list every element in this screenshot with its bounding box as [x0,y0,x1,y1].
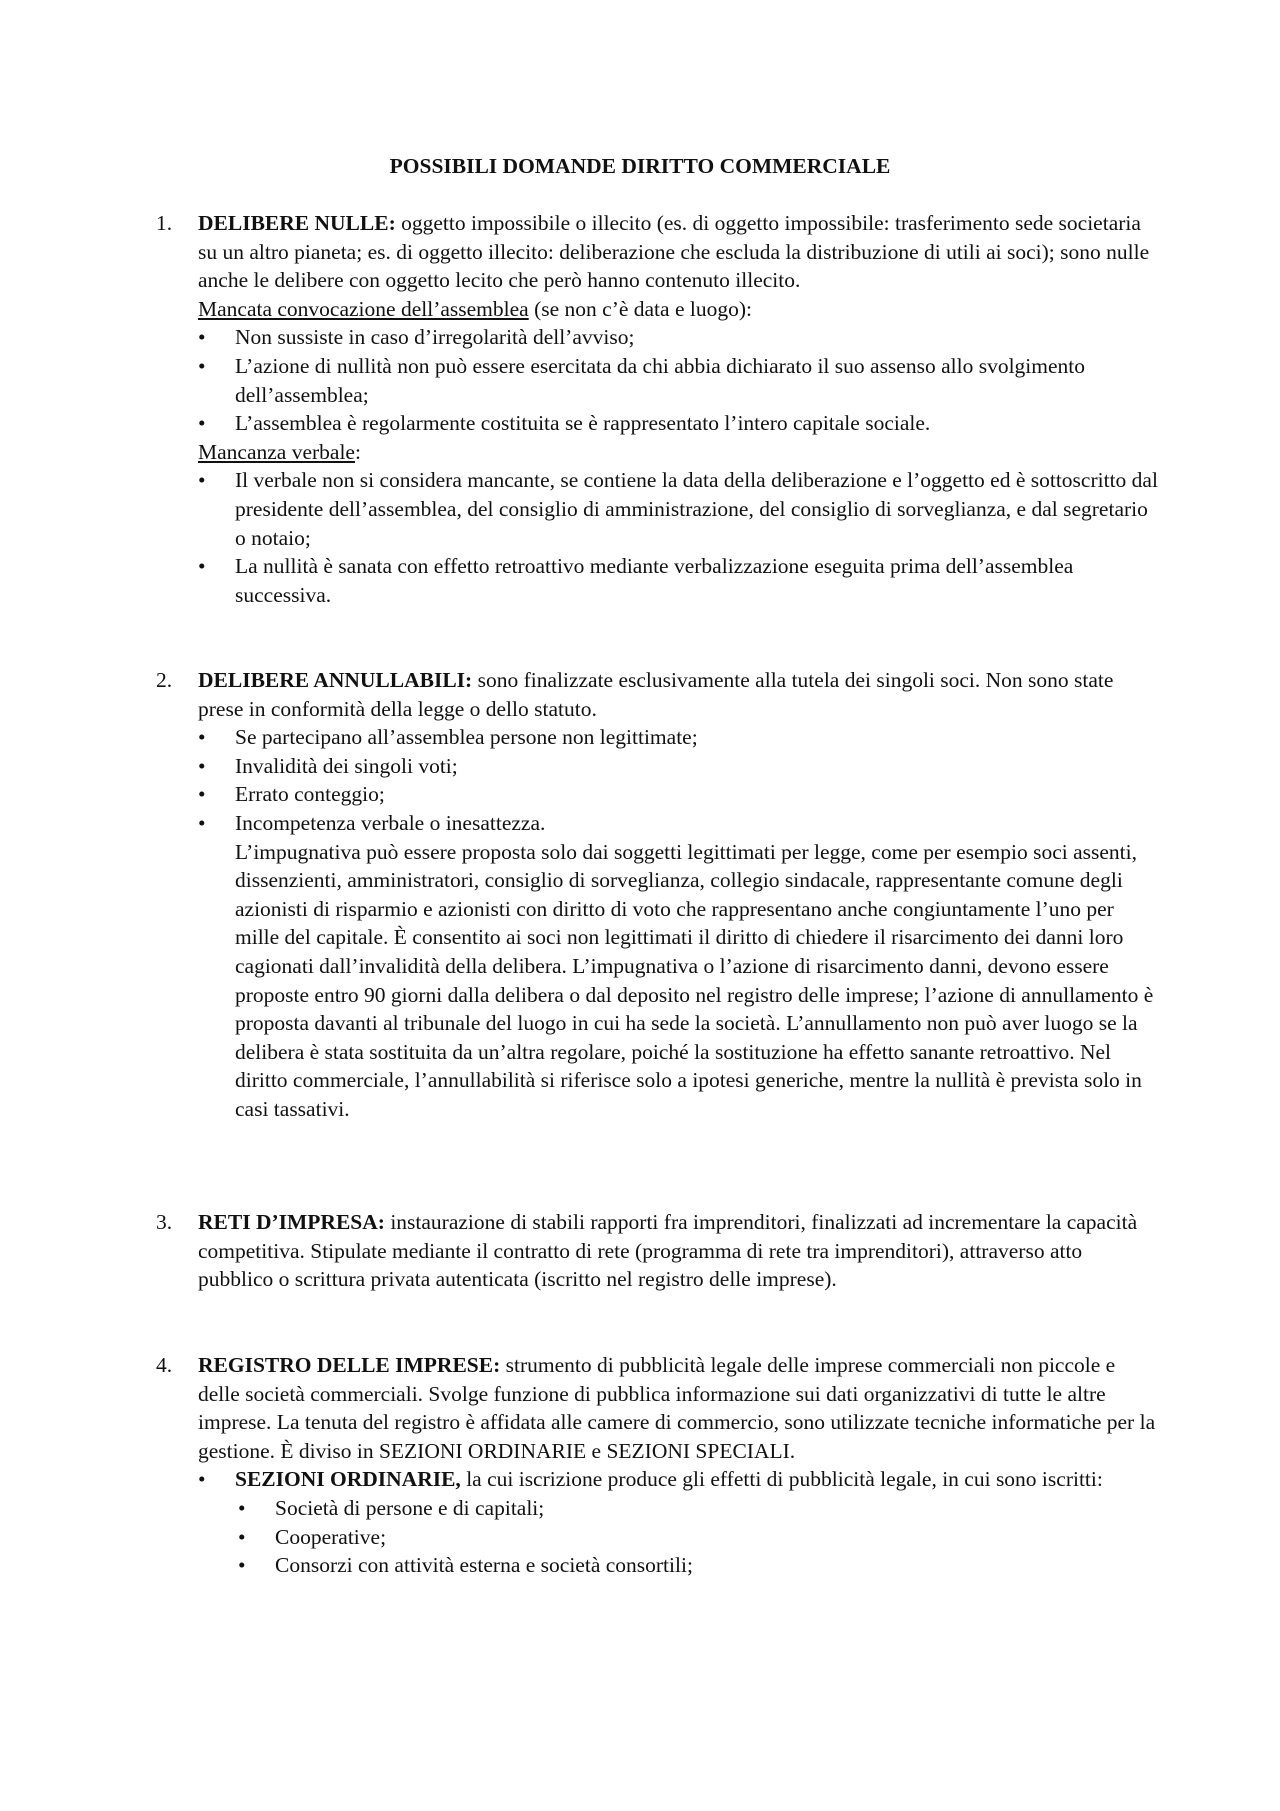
list-item: • Errato conteggio; [198,780,1158,809]
list-item: • Invalidità dei singoli voti; [198,752,1158,781]
list-item-text: la cui iscrizione produce gli effetti di pubblicità legale, in cui sono iscritti: [460,1467,1103,1492]
section-reti-impresa [0,1208,1280,1294]
subheading-rest: (se non c’è data e luogo): [528,296,752,321]
list-item-heading: SEZIONI ORDINARIE, [235,1467,461,1492]
section-number: 4. [156,1353,173,1377]
section-registro-imprese [0,1351,1280,1580]
section-text: strumento di pubblicità legale delle imprese commerciali non piccole e delle società commerciali. Svolge funzione di pubblica informazione sui dati organizzativi di tutte le altre imprese. La tenuta del registro è affidata alle camere di commercio, sono utilizzate tecniche informatiche per la gestione. È diviso in SEZIONI ORDINARIE e SEZIONI SPECIALI. [198,1353,1156,1463]
section-intro [198,1208,1158,1294]
section-number: 1. [156,211,173,235]
section-paragraph: L’impugnativa può essere proposta solo dai soggetti legittimati per legge, come per esempio soci assenti, dissenzienti, amministratori, consiglio di sorveglianza, collegio sindacale, rappresentante comune degli azionisti di risparmio e azionisti con diritto di voto che rappresentano anche congiuntamente l’uno per mille del capitale. È consentito ai soci non legittimati il diritto di chiedere il risarcimento dei danni loro cagionati dall’invalidità della delibera. L’impugnativa o l’azione di risarcimento danni, devono essere proposte entro 90 giorni dalla delibera o dal deposito nel registro delle imprese; l’azione di annullamento è proposta davanti al tribunale del luogo in cui ha sede la società. L’annullamento non può aver luogo se la delibera è stata sostituita da un’altra regolare, poiché la sostituzione ha effetto sanante retroattivo. Nel diritto commerciale, l’annullabilità si riferisce solo a ipotesi generiche, mentre la nullità è prevista solo in casi tassativi. [235,839,1154,1121]
list-item: • Il verbale non si considera mancante, se contiene la data della deliberazione e l’oggetto ed è sottoscritto dal presidente dell’assemblea, del consiglio di amministrazione, del consiglio di sorveglianza, e dal segretario o notaio; [198,466,1158,552]
section-delibere-nulle [0,209,1280,609]
section-body [198,1351,1158,1580]
section-body [198,666,1158,1124]
list-item [198,1465,1158,1494]
sub-list-item: • Cooperative; [238,1523,1158,1552]
section-number: 3. [156,1210,173,1234]
subheading-label: Mancanza verbale [198,439,355,464]
section-text: instaurazione di stabili rapporti fra imprenditori, finalizzati ad incrementare la capacità competitiva. Stipulate mediante il contratto di rete (programma di rete tra imprenditori), attraverso atto pubblico o scrittura privata autenticata (iscritto nel registro delle imprese). [198,1210,1138,1292]
section-text: sono finalizzate esclusivamente alla tutela dei singoli soci. Non sono state prese in conformità della legge o dello statuto. [198,668,1114,721]
section-delibere-annullabili [0,666,1280,1124]
section-intro [198,1351,1158,1465]
subheading [198,438,1158,467]
section-heading: RETI D’IMPRESA: [198,1210,385,1234]
section-heading: REGISTRO DELLE IMPRESE: [198,1353,501,1377]
sub-list-item: • Consorzi con attività esterna e società consortili; [238,1551,1158,1580]
sub-list-item: • Società di persone e di capitali; [238,1494,1158,1523]
section-heading: DELIBERE ANNULLABILI: [198,668,473,692]
section-intro [198,666,1158,723]
subheading [198,295,1158,324]
list-item: • L’azione di nullità non può essere esercitata da chi abbia dichiarato il suo assenso allo svolgimento dell’assemblea; [198,352,1158,409]
section-body [198,209,1158,609]
section-body [198,1208,1158,1294]
list-item: • La nullità è sanata con effetto retroattivo mediante verbalizzazione eseguita prima dell’assemblea successiva. [198,552,1158,609]
list-item: • Non sussiste in caso d’irregolarità dell’avviso; [198,323,1158,352]
list-item: • Se partecipano all’assemblea persone non legittimate; [198,723,1158,752]
section-heading: DELIBERE NULLE: [198,211,396,235]
subheading-rest: : [354,439,361,464]
list-item: • Incompetenza verbale o inesattezza. [198,809,1158,838]
section-text: oggetto impossibile o illecito (es. di oggetto impossibile: trasferimento sede societaria su un altro pianeta; es. di oggetto illecito: deliberazione che escluda la distribuzione di utili ai soci); sono nulle anche le delibere con oggetto lecito che però hanno contenuto illecito. [198,211,1150,293]
subheading-label: Mancata convocazione dell’assemblea [198,296,529,321]
list-item: • L’assemblea è regolarmente costituita se è rappresentato l’intero capitale sociale. [198,409,1158,438]
section-intro [198,209,1158,295]
section-number: 2. [156,668,173,692]
page-title: POSSIBILI DOMANDE DIRITTO COMMERCIALE [389,154,891,178]
